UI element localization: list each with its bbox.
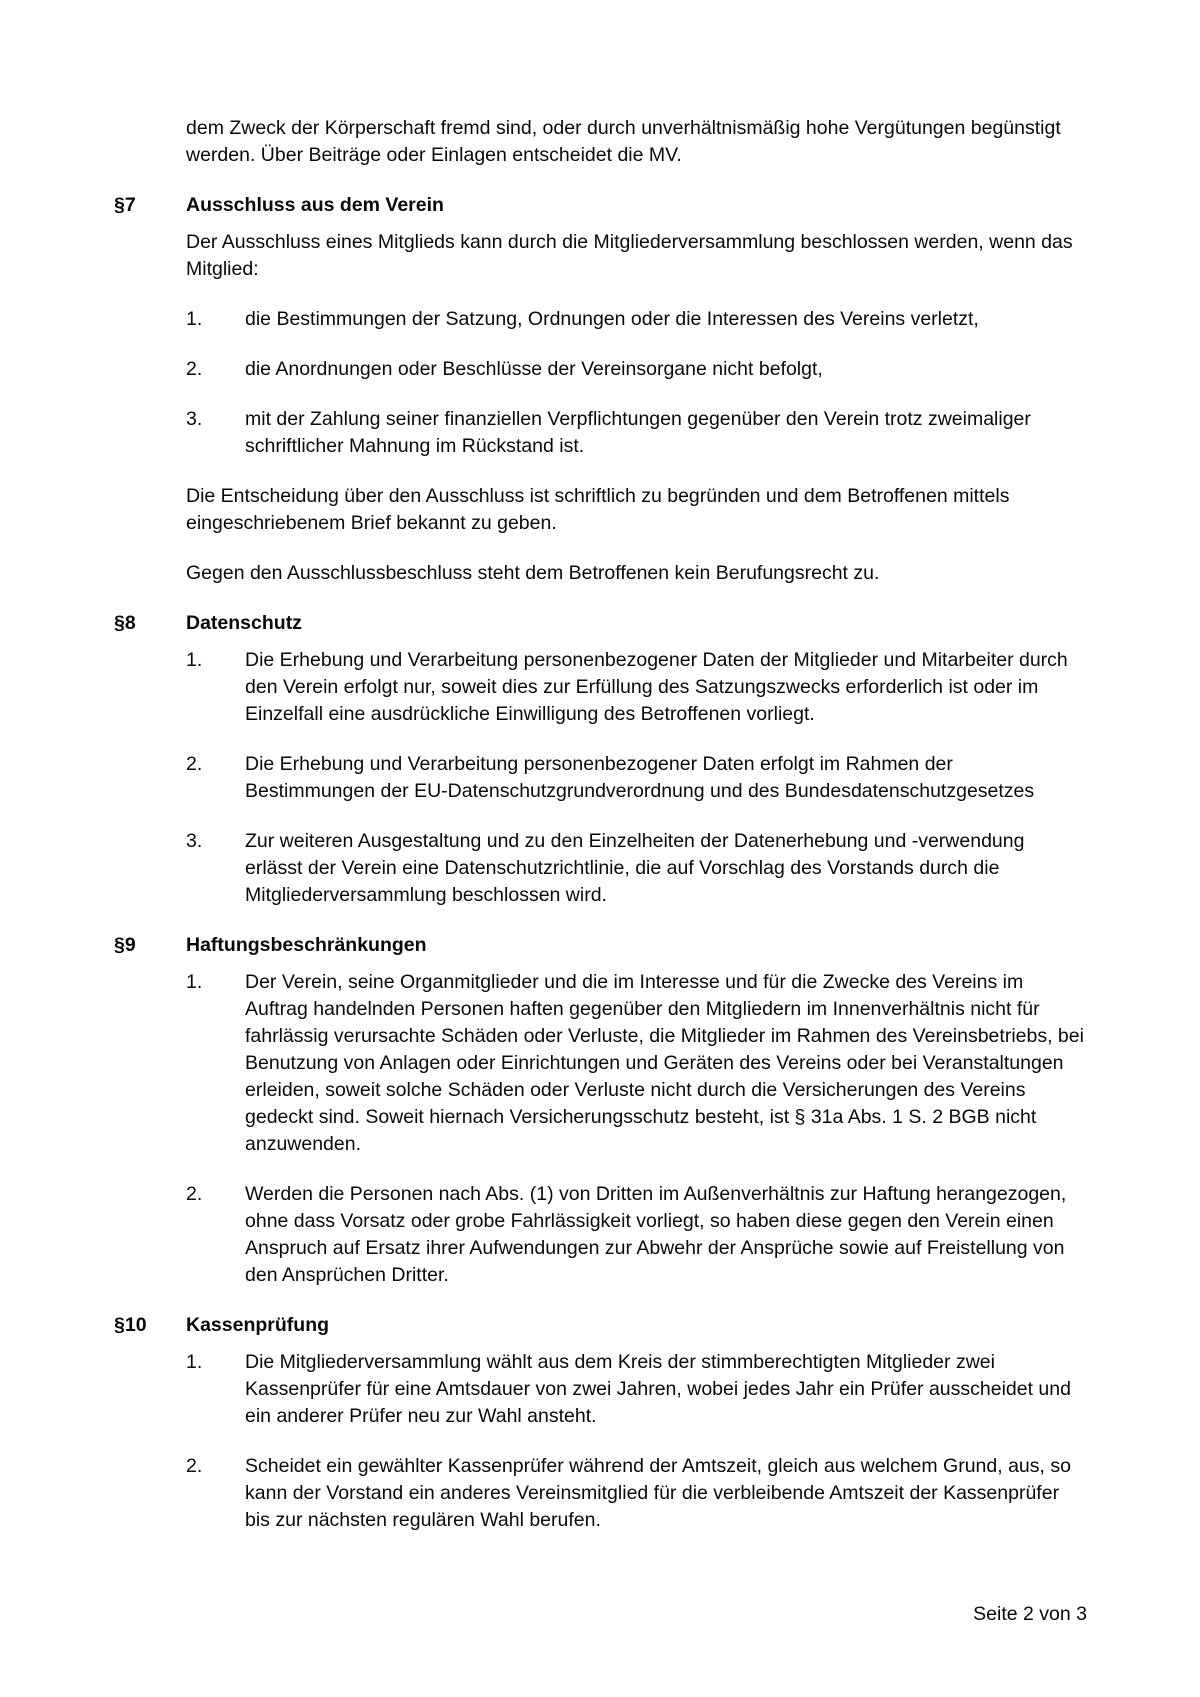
section-10-title: Kassenprüfung (186, 1314, 330, 1336)
list-item-text: Scheidet ein gewählter Kassenprüfer während der Amtszeit, gleich aus welchem Grund, aus, so kann der Vorstand ein anderes Vereinsmitglied für die verbleibende Amtszeit der Kassenprüfer bis zur nächsten regulären Wahl berufen. (245, 1455, 1071, 1531)
intro-row (114, 115, 1085, 192)
list-item-text: Die Erhebung und Verarbeitung personenbezogener Daten erfolgt im Rahmen der Bestimmungen der EU-Datenschutzgrundverordnung und des Bundesdatenschutzgesetzes (245, 753, 1035, 802)
list-item-text: Werden die Personen nach Abs. (1) von Dritten im Außenverhältnis zur Haftung herangezogen, ohne dass Vorsatz oder grobe Fahrlässigkeit vorliegt, so haben diese gegen den Verein einen Anspruch auf Ersatz ihrer Aufwendungen zur Abwehr der Ansprüche sowie auf Freistellung von den Ansprüchen Dritter. (245, 1183, 1067, 1286)
gutter (114, 969, 186, 970)
section-8-number: §8 (114, 612, 136, 634)
list-item-number: 3. (186, 830, 203, 852)
section-9-title: Haftungsbeschränkungen (186, 934, 427, 956)
list-item (186, 751, 1085, 805)
list-item-number: 1. (186, 971, 203, 993)
gutter (114, 647, 186, 648)
section-10 (114, 1312, 1085, 1557)
gutter (114, 1349, 186, 1350)
list-item (186, 1349, 1085, 1430)
paragraph: Gegen den Ausschlussbeschluss steht dem Betroffenen kein Berufungsrecht zu. (186, 562, 880, 584)
section-9 (114, 932, 1085, 1312)
list-item (186, 647, 1085, 728)
paragraph: Die Entscheidung über den Ausschluss ist schriftlich zu begründen und dem Betroffenen mittels eingeschriebenem Brief bekannt zu geben. (186, 485, 1010, 534)
list-item (186, 1181, 1085, 1289)
list-item-text: die Anordnungen oder Beschlüsse der Vereinsorgane nicht befolgt, (245, 358, 823, 380)
list-item-text: mit der Zahlung seiner finanziellen Verpflichtungen gegenüber den Verein trotz zweimaliger schriftlicher Mahnung im Rückstand ist. (245, 408, 1031, 457)
gutter (114, 229, 186, 230)
section-10-number: §10 (114, 1314, 147, 1336)
section-7-title: Ausschluss aus dem Verein (186, 194, 444, 216)
list-item (186, 306, 1085, 333)
section-7 (114, 192, 1085, 610)
list-item-text: die Bestimmungen der Satzung, Ordnungen oder die Interessen des Vereins verletzt, (245, 308, 979, 330)
list-item-text: Zur weiteren Ausgestaltung und zu den Einzelheiten der Datenerhebung und -verwendung erlässt der Verein eine Datenschutzrichtlinie, die auf Vorschlag des Vorstands durch die Mitgliederversammlung beschlossen wird. (245, 830, 1025, 906)
list-item-text: Die Mitgliederversammlung wählt aus dem Kreis der stimmberechtigten Mitglieder zwei Kassenprüfer für eine Amtsdauer von zwei Jahren, wobei jedes Jahr ein Prüfer ausscheidet und ein anderer Prüfer neu zur Wahl ansteht. (245, 1351, 1071, 1427)
section-7-number: §7 (114, 194, 136, 216)
section-8-title: Datenschutz (186, 612, 302, 634)
section-7-intro-paragraph: Der Ausschluss eines Mitglieds kann durch die Mitgliederversammlung beschlossen werden, wenn das Mitglied: (186, 231, 1073, 280)
list-item-number: 2. (186, 358, 203, 380)
list-item-number: 2. (186, 1455, 203, 1477)
section-8 (114, 610, 1085, 932)
continuation-paragraph: dem Zweck der Körperschaft fremd sind, oder durch unverhältnismäßig hohe Vergütungen begünstigt werden. Über Beiträge oder Einlagen entscheidet die MV. (186, 117, 1061, 166)
list-item (186, 969, 1085, 1158)
list-item-number: 2. (186, 1183, 203, 1205)
section-9-number: §9 (114, 934, 136, 956)
list-item-number: 1. (186, 308, 203, 330)
list-item-number: 3. (186, 408, 203, 430)
list-item-text: Die Erhebung und Verarbeitung personenbezogener Daten der Mitglieder und Mitarbeiter durch den Verein erfolgt nur, soweit dies zur Erfüllung des Satzungszwecks erforderlich ist oder im Einzelfall eine ausdrückliche Einwilligung des Betroffenen vorliegt. (245, 649, 1068, 725)
list-item-number: 1. (186, 1351, 203, 1373)
page-number: Seite 2 von 3 (973, 1603, 1087, 1625)
list-item (186, 828, 1085, 909)
list-item (186, 1453, 1085, 1534)
list-item-text: Der Verein, seine Organmitglieder und die im Interesse und für die Zwecke des Vereins im Auftrag handelnden Personen haften gegenüber den Mitgliedern im Innenverhältnis nicht für fahrlässig verursachte Schäden oder Verluste, die Mitglieder im Rahmen des Vereinsbetriebs, bei Benutzung von Anlagen oder Einrichtungen und Geräten des Vereins oder bei Veranstaltungen erleiden, soweit solche Schäden oder Verluste nicht durch die Versicherungen des Vereins gedeckt sind. Soweit hiernach Versicherungsschutz besteht, ist § 31a Abs. 1 S. 2 BGB nicht anzuwenden. (245, 971, 1084, 1155)
gutter (114, 115, 186, 116)
list-item-number: 2. (186, 753, 203, 775)
list-item-number: 1. (186, 649, 203, 671)
list-item (186, 406, 1085, 460)
list-item (186, 356, 1085, 383)
